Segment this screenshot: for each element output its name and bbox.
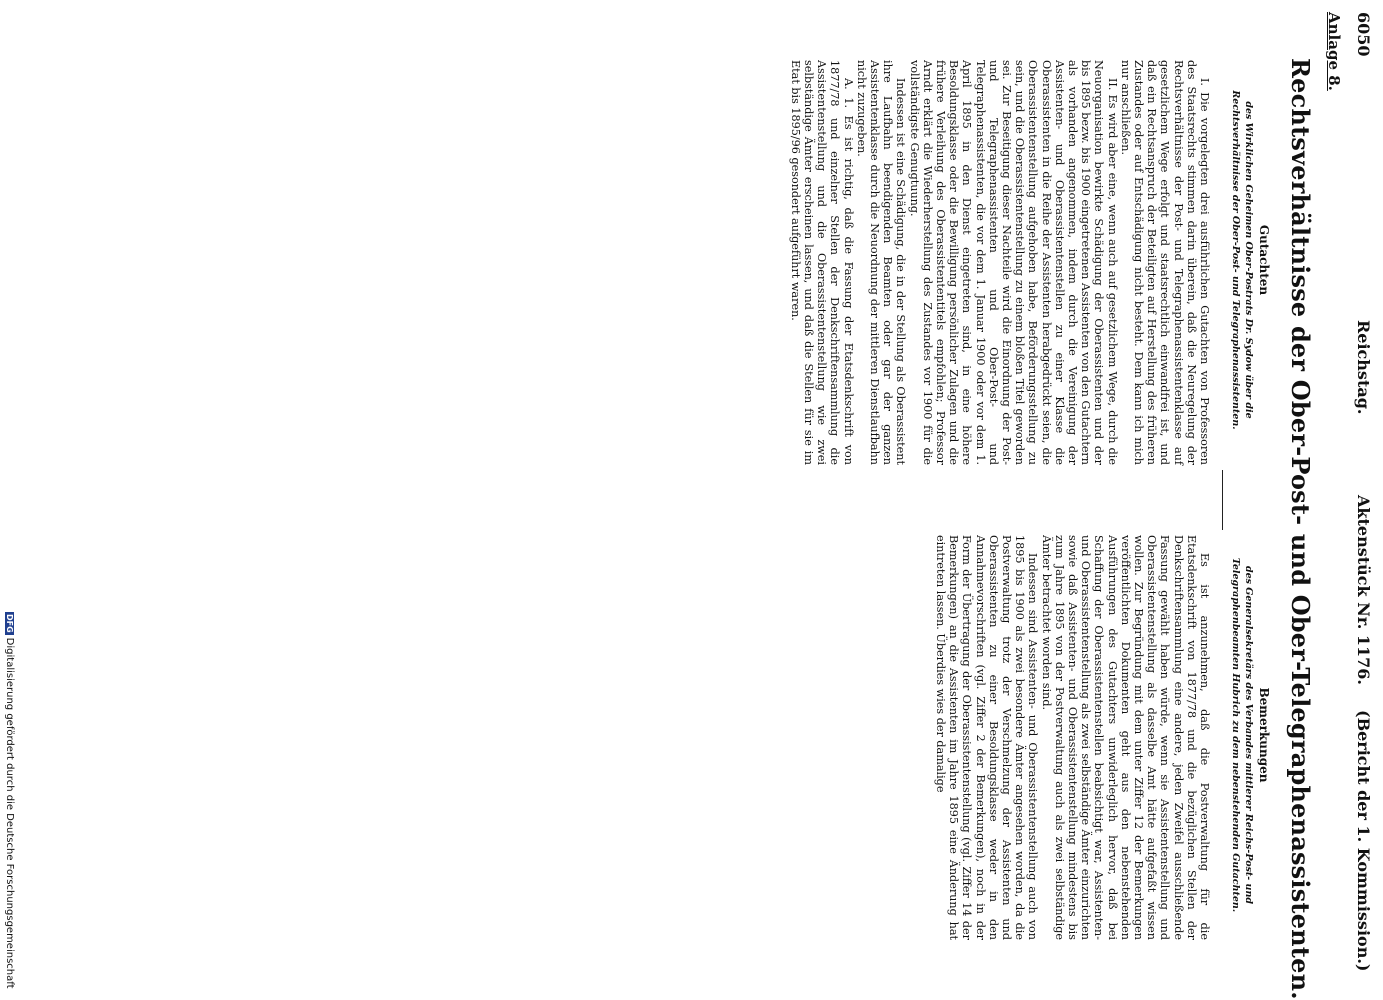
- publication-name: Reichstag.: [1354, 320, 1373, 415]
- right-column-heading: Bemerkungen: [1257, 687, 1271, 783]
- dfg-logo-badge: DFG: [5, 614, 14, 633]
- annex-label: Anlage 8.: [1325, 12, 1343, 91]
- page-number: 6050: [1354, 12, 1373, 57]
- funding-credit-text: Digitalisierung gefördert durch die Deutsche Forschungsgemeinschaft: [4, 637, 15, 989]
- right-column-subheading: des Generalsekretärs des Verbandes mittlerer Reichs-Post- und Telegraphenbeamten Hubrich zu dem nebenstehenden Gutachten.: [1230, 557, 1254, 913]
- left-paragraph-4: A. 1. Es ist richtig, daß die Fassung der Etatsdenkschrift von 1877/78 und einzelner Stellen der Denkschriftensammlung die Assistentenstellung und die Oberassistentenstellung wie zwei selbständige Ämter erscheinen lassen, und daß die Stellen für sie im Etat bis 1895/96 gesondert aufgeführt waren.: [788, 60, 855, 465]
- left-column-body: [789, 60, 1212, 465]
- right-paragraph-2: Indessen sind Assistenten- und Oberassistentenstellung auch von 1895 bis 1900 als zwei besondere Ämter angesehen worden, da die Postverwaltung trotz der Verschmelzung der Assistenten und Oberassistenten zu einer Besoldungsklasse weder in den Annahmevorschriften (vgl. Ziffer 2 der Bemerkungen), noch in der Form der Übertragung der Oberassistentenstellung (vgl. Ziffer 14 der Bemerkungen) an die Assistenten im Jahre 1895 eine Änderung hat eintreten lassen. Überdies wies der damalige: [933, 535, 1040, 940]
- report-reference: (Bericht der 1. Kommission.): [1354, 710, 1373, 972]
- document-reference: Aktenstück Nr. 1176.: [1354, 495, 1373, 685]
- funding-credit: [4, 612, 15, 989]
- left-column-heading: Gutachten: [1257, 224, 1271, 296]
- left-paragraph-2: II. Es wird aber eine, wenn auch auf gesetzlichem Wege, durch die Neuorganisation bewirkte Schädigung der Oberassistenten und der bis 1895 bezw. bis 1900 eingetretenen Assistenten von den Gutachtern als vorhanden angenommen, indem durch die Vereinigung der Assistenten- und Oberassistentenstellen zu einer Klasse die Oberassistenten in die Reihe der Assistenten herabgedrückt seien, die Oberassistentenstellung aufgehoben habe, Beförderungsstellung zu sein, und die Oberassistentenstellung zu einem bloßen Titel geworden sei. Zur Beseitigung dieser Nachteile wird die Einordnung der Post- und Telegraphenassistenten und Ober-Post- und Telegraphenassistenten, die vor dem 1. Januar 1900 oder vor dem 1. April 1895 in den Dienst eingetreten sind, in eine höhere Besoldungsklasse oder die Bewilligung persönlicher Zulagen und die frühere Verleihung des Oberassistententitels empfohlen; Professor Arndt erklärt die Wiederherstellung des Zustandes vor 1900 für die vollständigste Genugtuung.: [907, 60, 1119, 465]
- column-separator-rule: [1222, 470, 1223, 530]
- right-column-body: [934, 535, 1211, 940]
- left-paragraph-1: I. Die vorgelegten drei ausführlichen Gutachten von Professoren des Staatsrechts stimmen darin überein, daß die Neuregelung der Rechtsverhältnisse der Post- und Telegraphenassistentenklasse auf gesetzlichem Wege erfolgt und staatsrechtlich einwandfrei ist, und daß ein Rechtsanspruch der Beteiligten auf Herstellung des früheren Zustandes oder auf Entschädigung nicht besteht. Dem kann ich mich nur anschließen.: [1118, 60, 1211, 465]
- right-paragraph-1: Es ist anzunehmen, daß die Postverwaltung für die Etatsdenkschrift von 1877/78 und die bezüglichen Stellen der Denkschriftensammlung eine andere, jeden Zweifel ausschließende Fassung gewählt haben würde, wenn sie Assistentenstellung und Oberassistentenstellung als dasselbe Amt hätte aufgefaßt wissen wollen. Zur Begründung mit dem unter Ziffer 12 der Bemerkungen veröffentlichten Dokumenten geht aus den nebenstehenden Ausführungen des Gutachters unwiderleglich hervor, daß bei Schaffung der Oberassistentenstellen beabsichtigt war, Assistenten- und Oberassistentenstellung als zwei selbständige Ämter einzurichten sowie daß Assistenten- und Oberassistentenstellung mindestens bis zum Jahre 1895 von der Postverwaltung auch als zwei selbständige Ämter betrachtet worden sind.: [1039, 535, 1211, 940]
- left-paragraph-3: Indessen ist eine Schädigung, die in der Stellung als Oberassistent ihre Laufbahn beendigenden Beamten oder gar der ganzen Assistentenklasse durch die Neuordnung der mittleren Dienstlaufbahn nicht zuzugeben.: [854, 60, 908, 465]
- left-column-subheading: des Wirklichen Geheimen Ober-Postrats Dr. Sydow über die Rechtsverhältnisse der Ober-Post- und Telegraphenassistenten.: [1230, 90, 1254, 430]
- document-title: Rechtsverhältnisse der Ober-Post- und Ober-Telegraphenassistenten.: [1286, 58, 1315, 1000]
